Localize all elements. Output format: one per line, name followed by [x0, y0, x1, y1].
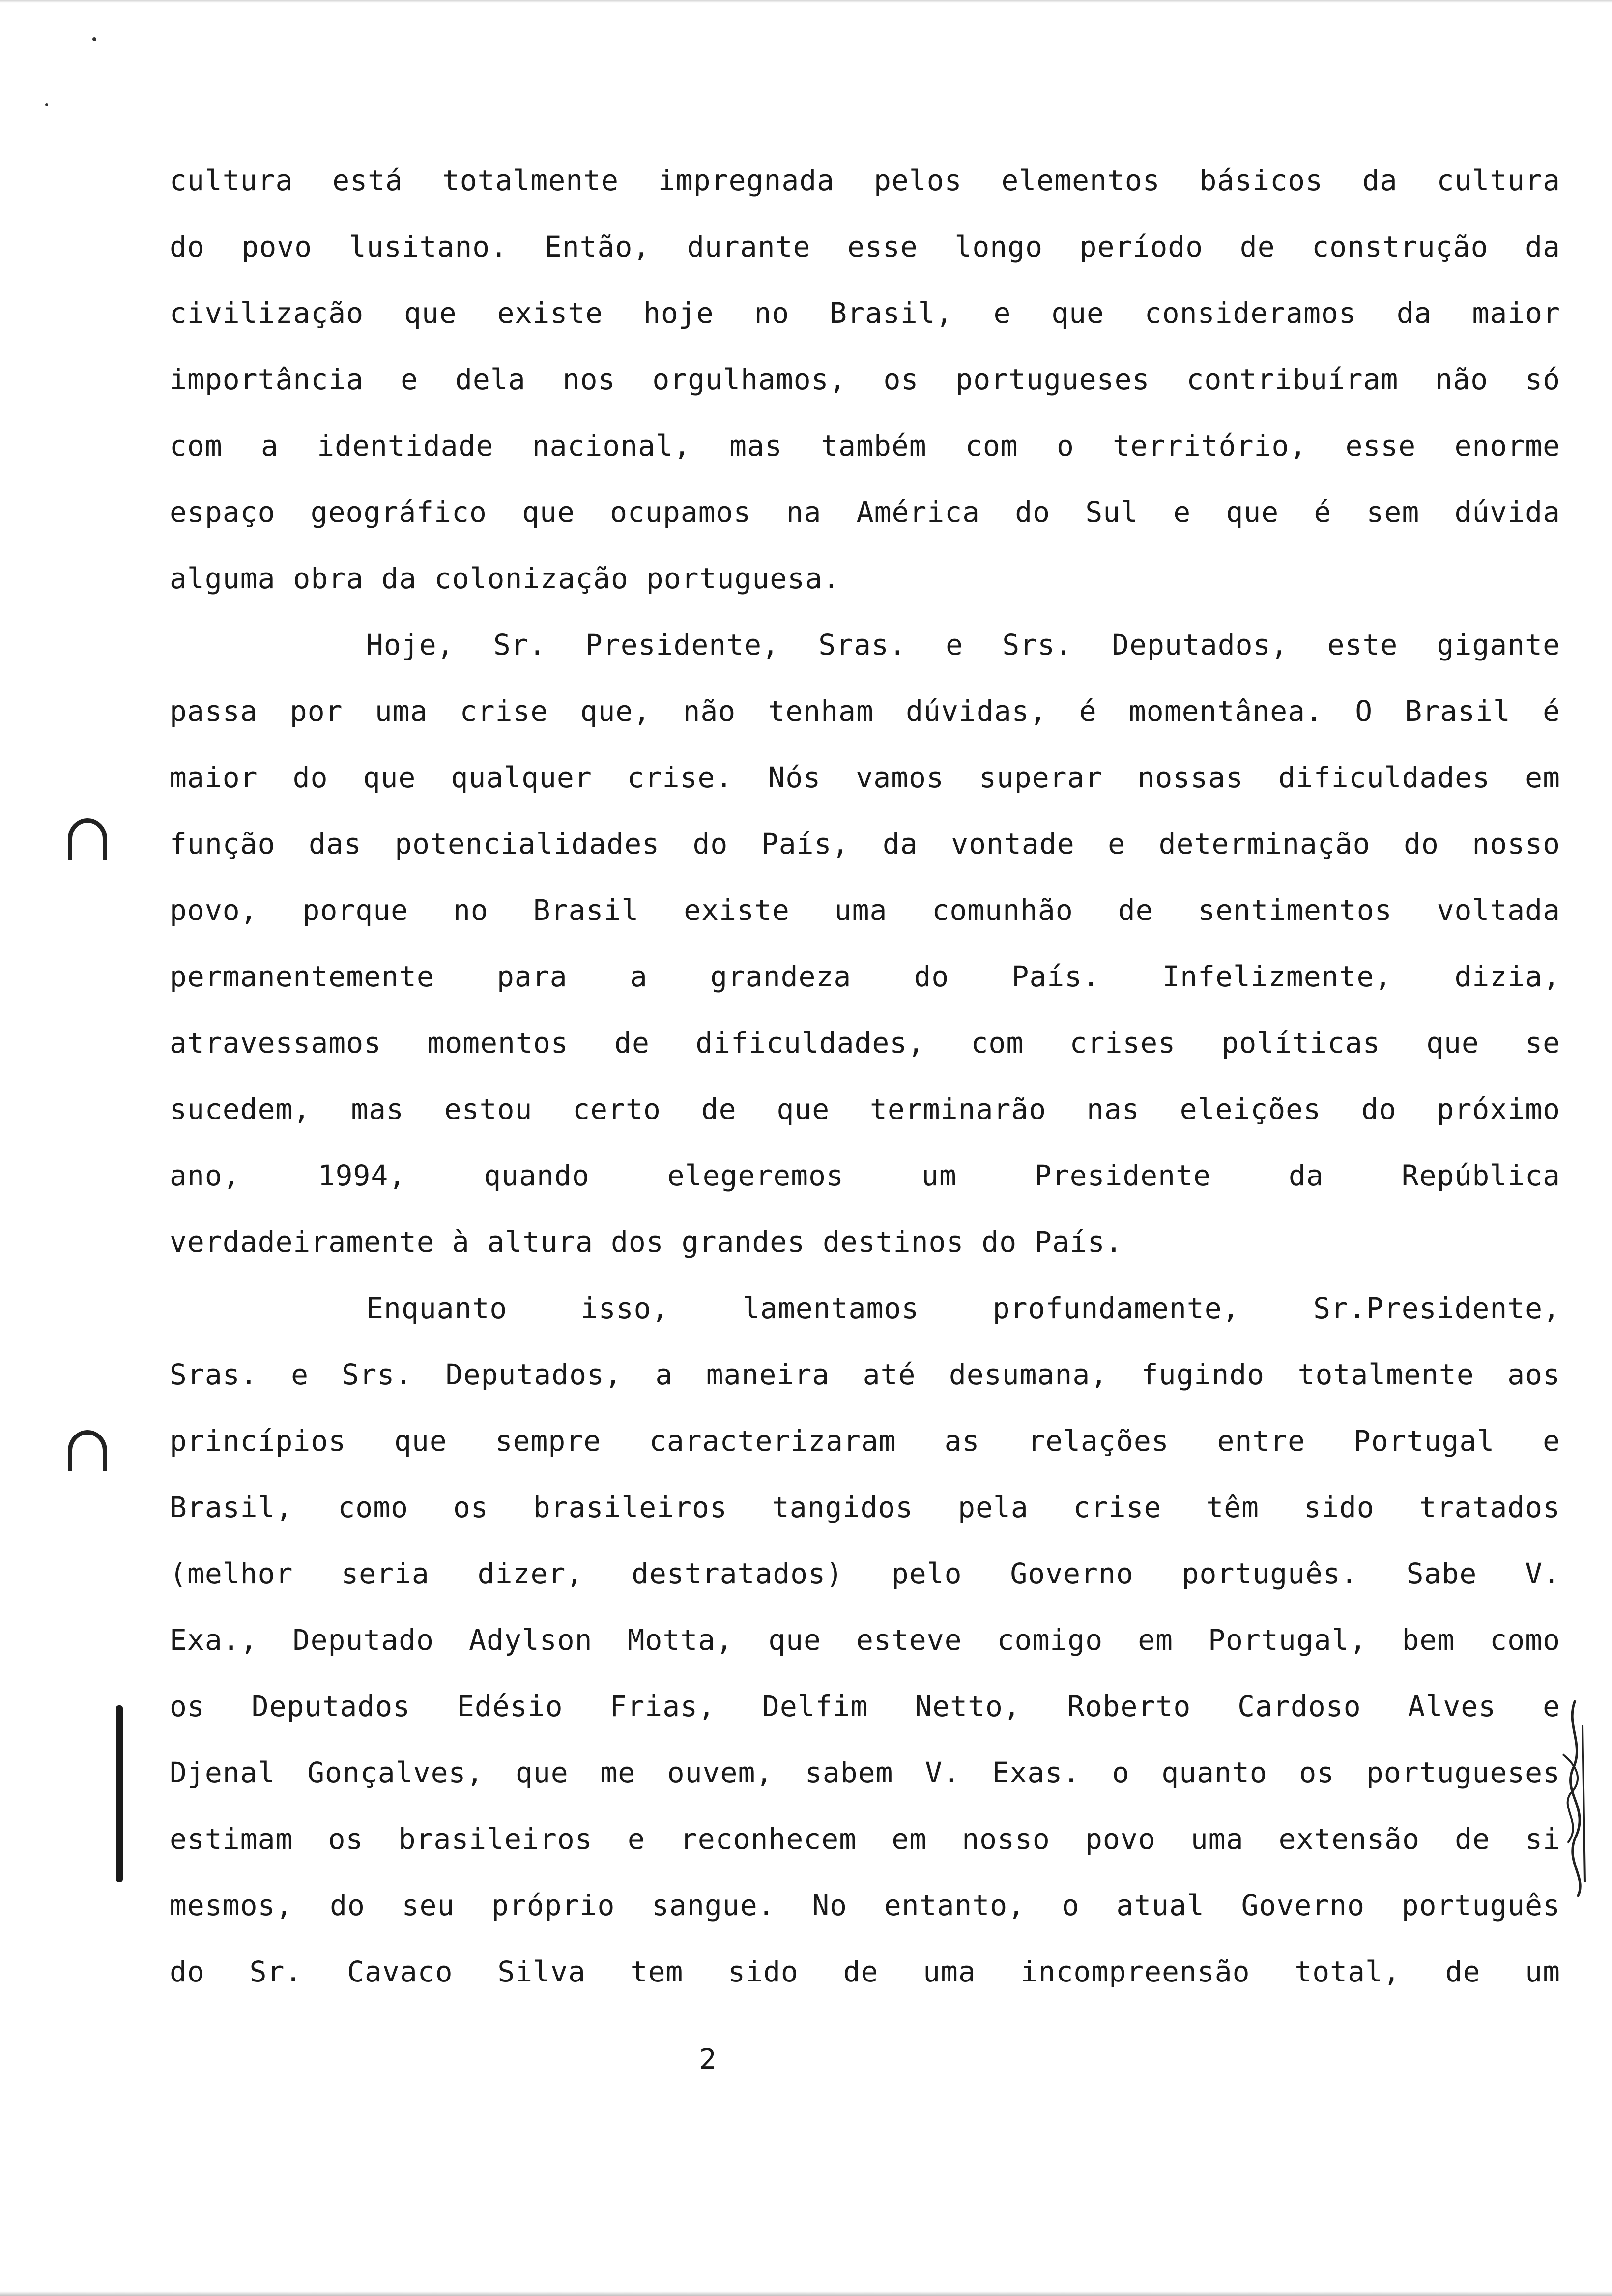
scan-bottom-edge [0, 2291, 1612, 2296]
text-line: atravessamos momentos de dificuldades, com crises políticas que se [170, 1026, 1560, 1060]
text-line: espaço geográfico que ocupamos na América do Sul e que é sem dúvida [170, 495, 1560, 529]
punch-hole-mark [68, 1430, 107, 1471]
text-line: Djenal Gonçalves, que me ouvem, sabem V. Exas. o quanto os portugueses [170, 1756, 1560, 1789]
scan-speck [45, 103, 48, 106]
text-line: passa por uma crise que, não tenham dúvidas, é momentânea. O Brasil é [170, 694, 1560, 728]
punch-hole-mark [68, 818, 107, 860]
text-line: importância e dela nos orgulhamos, os portugueses contribuíram não só [170, 363, 1560, 396]
text-line: do Sr. Cavaco Silva tem sido de uma incompreensão total, de um [170, 1955, 1560, 1988]
document-body [170, 147, 1560, 2005]
text-line: os Deputados Edésio Frias, Delfim Netto, Roberto Cardoso Alves e [170, 1690, 1560, 1723]
margin-vertical-mark [116, 1705, 123, 1882]
text-line: maior do que qualquer crise. Nós vamos superar nossas dificuldades em [170, 761, 1560, 794]
text-line: verdadeiramente à altura dos grandes destinos do País. [170, 1225, 1123, 1259]
text-line: civilização que existe hoje no Brasil, e que consideramos da maior [170, 296, 1560, 330]
text-line: ano, 1994, quando elegeremos um Presidente da República [170, 1159, 1560, 1192]
text-line: (melhor seria dizer, destratados) pelo Governo português. Sabe V. [170, 1557, 1560, 1590]
text-line: Enquanto isso, lamentamos profundamente, Sr.Presidente, [366, 1292, 1560, 1325]
text-line: Exa., Deputado Adylson Motta, que esteve comigo em Portugal, bem como [170, 1623, 1560, 1657]
text-line: mesmos, do seu próprio sangue. No entanto, o atual Governo português [170, 1889, 1560, 1922]
text-line: Brasil, como os brasileiros tangidos pela crise têm sido tratados [170, 1491, 1560, 1524]
text-line: com a identidade nacional, mas também com o território, esse enorme [170, 429, 1560, 462]
text-line: princípios que sempre caracterizaram as relações entre Portugal e [170, 1424, 1560, 1458]
page-number: 2 [699, 2042, 717, 2076]
handwritten-initials [1555, 1695, 1595, 1902]
text-line: permanentemente para a grandeza do País. Infelizmente, dizia, [170, 960, 1560, 993]
text-line: povo, porque no Brasil existe uma comunhão de sentimentos voltada [170, 893, 1560, 927]
text-line: Sras. e Srs. Deputados, a maneira até desumana, fugindo totalmente aos [170, 1358, 1560, 1391]
text-line: sucedem, mas estou certo de que terminarão nas eleições do próximo [170, 1092, 1560, 1126]
scan-speck [92, 37, 96, 41]
text-line: Hoje, Sr. Presidente, Sras. e Srs. Deputados, este gigante [366, 628, 1560, 661]
text-line: alguma obra da colonização portuguesa. [170, 562, 840, 595]
text-line: do povo lusitano. Então, durante esse longo período de construção da [170, 230, 1560, 263]
scan-top-edge [0, 0, 1612, 3]
text-line: função das potencialidades do País, da vontade e determinação do nosso [170, 827, 1560, 861]
text-line: cultura está totalmente impregnada pelos elementos básicos da cultura [170, 164, 1560, 197]
text-line: estimam os brasileiros e reconhecem em nosso povo uma extensão de si [170, 1822, 1560, 1856]
